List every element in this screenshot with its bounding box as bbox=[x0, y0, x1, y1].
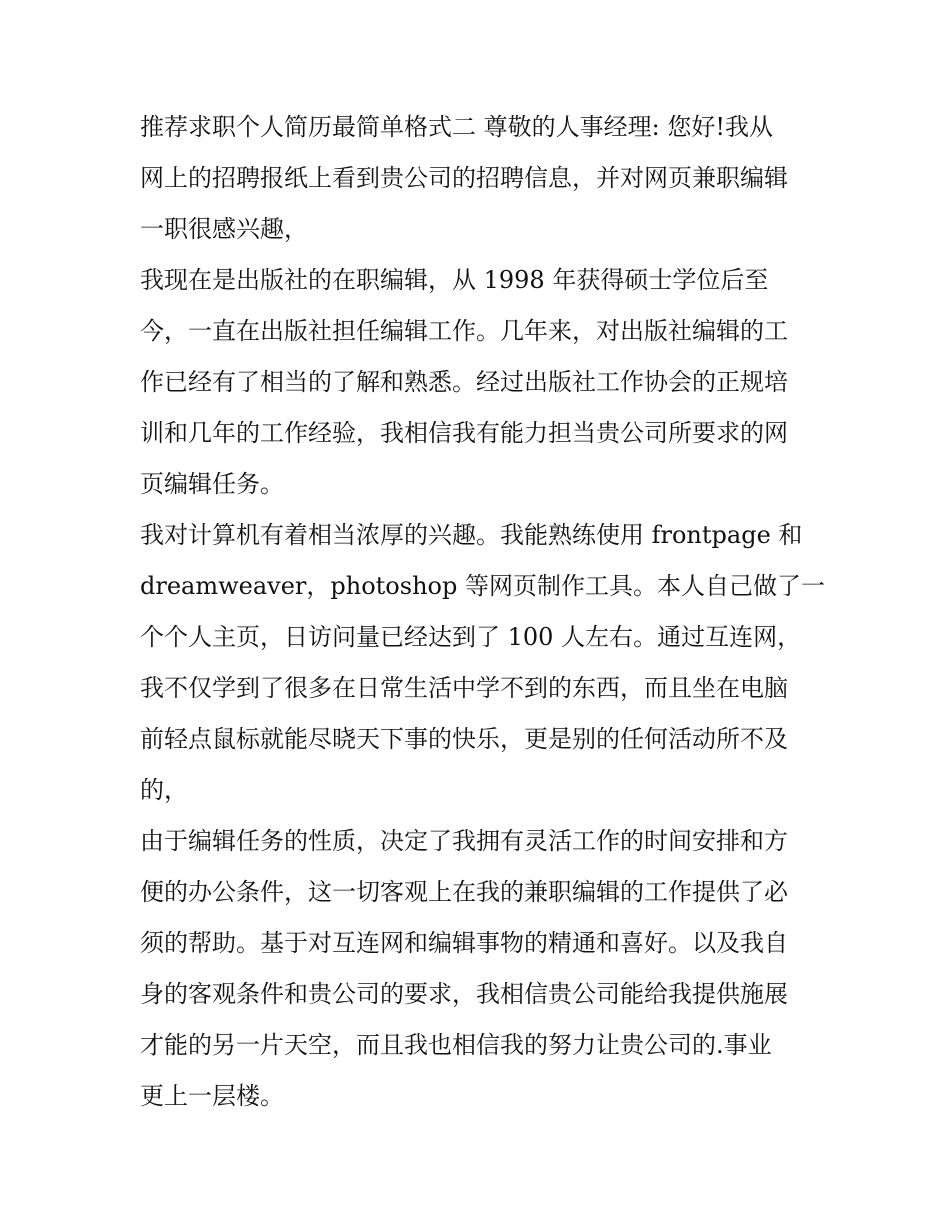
text-line: 我现在是出版社的在职编辑，从 1998 年获得硕士学位后至 bbox=[140, 266, 769, 294]
text-line: 由于编辑任务的性质，决定了我拥有灵活工作的时间安排和方 bbox=[140, 827, 788, 855]
text-line: 须的帮助。基于对互连网和编辑事物的精通和喜好。以及我自 bbox=[140, 929, 788, 957]
text-line: 今，一直在出版社担任编辑工作。几年来，对出版社编辑的工 bbox=[140, 317, 788, 345]
text-line: 作已经有了相当的了解和熟悉。经过出版社工作协会的正规培 bbox=[140, 368, 788, 396]
text-line: 个个人主页，日访问量已经达到了 100 人左右。通过互连网， bbox=[140, 623, 802, 651]
text-line: 我对计算机有着相当浓厚的兴趣。我能熟练使用 frontpage 和 bbox=[140, 521, 803, 549]
text-line: 便的办公条件，这一切客观上在我的兼职编辑的工作提供了必 bbox=[140, 878, 788, 906]
text-line: 我不仅学到了很多在日常生活中学不到的东西，而且坐在电脑 bbox=[140, 674, 788, 702]
text-line: 前轻点鼠标就能尽晓天下事的快乐，更是别的任何活动所不及 bbox=[140, 725, 788, 753]
text-line: 更上一层楼。 bbox=[140, 1082, 284, 1110]
text-line: 身的客观条件和贵公司的要求，我相信贵公司能给我提供施展 bbox=[140, 980, 788, 1008]
text-line: 页编辑任务。 bbox=[140, 470, 284, 498]
text-line: 一职很感兴趣， bbox=[140, 215, 308, 243]
text-line: 网上的招聘报纸上看到贵公司的招聘信息，并对网页兼职编辑 bbox=[140, 164, 788, 192]
text-line: 推荐求职个人简历最简单格式二 尊敬的人事经理: 您好!我从 bbox=[140, 113, 773, 141]
text-line: dreamweaver，photoshop 等网页制作工具。本人自己做了一 bbox=[140, 572, 825, 600]
text-line: 训和几年的工作经验，我相信我有能力担当贵公司所要求的网 bbox=[140, 419, 788, 447]
cover-letter-body bbox=[140, 102, 825, 1122]
text-line: 才能的另一片天空，而且我也相信我的努力让贵公司的.事业 bbox=[140, 1031, 772, 1059]
text-line: 的， bbox=[140, 776, 188, 804]
